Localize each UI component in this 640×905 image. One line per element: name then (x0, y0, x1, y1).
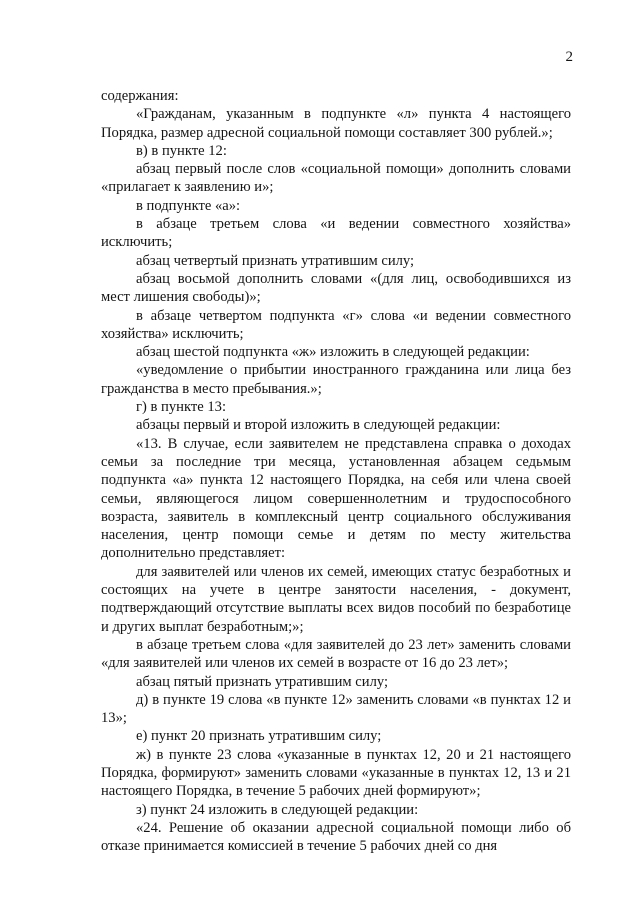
paragraph: д) в пункте 19 слова «в пункте 12» заменить словами «в пунктах 12 и 13»; (101, 691, 571, 727)
paragraph: е) пункт 20 признать утратившим силу; (136, 728, 382, 745)
paragraph: в абзаце четвертом подпункта «г» слова «и ведении совместного хозяйства» исключить; (101, 307, 571, 342)
page-number: 2 (565, 49, 573, 65)
paragraph: «24. Решение об оказании адресной социальной помощи либо об отказе принимается комиссией в течение 5 рабочих дней со дня (101, 819, 571, 855)
paragraph: з) пункт 24 изложить в следующей редакции: (136, 801, 419, 818)
paragraph: «уведомление о прибытии иностранного гражданина или лица без гражданства в место пребывания.»; (101, 362, 571, 397)
paragraph: в) в пункте 12: (136, 142, 227, 159)
paragraph: абзац пятый признать утратившим силу; (136, 673, 389, 690)
document-body (101, 87, 571, 855)
paragraph: «13. В случае, если заявителем не представлена справка о доходах семьи за последние три месяца, установленная абзацем седьмым подпункта «а» пункта 12 настоящего Порядка, на себя или члена своей семьи, являющегося лицом совершеннолетним и трудоспособного возраста, заявитель в комплексный центр социального обслуживания населения, центр помощи семье и детям по месту жительства дополнительно представляет: (101, 435, 571, 562)
paragraph: абзац первый после слов «социальной помощи» дополнить словами «прилагает к заявлению и»; (101, 161, 571, 196)
paragraph: абзац восьмой дополнить словами «(для лиц, освободившихся из мест лишения свободы)»; (101, 270, 571, 306)
paragraph: содержания: (101, 88, 179, 104)
paragraph: абзац четвертый признать утратившим силу; (136, 252, 415, 269)
paragraph: в подпункте «а»: (136, 197, 241, 214)
paragraph: абзацы первый и второй изложить в следующей редакции: (136, 417, 501, 434)
paragraph: «Гражданам, указанным в подпункте «л» пункта 4 настоящего Порядка, размер адресной социальной помощи составляет 300 рублей.»; (101, 106, 571, 141)
paragraph: в абзаце третьем слова «и ведении совместного хозяйства» исключить; (101, 216, 571, 251)
paragraph: для заявителей или членов их семей, имеющих статус безработных и состоящих на учете в центре занятости населения, - документ, подтверждающий отсутствие выплаты всех видов пособий по безработице и других выплат безработным;»; (101, 563, 571, 635)
paragraph: г) в пункте 13: (136, 399, 226, 416)
paragraph: в абзаце третьем слова «для заявителей до 23 лет» заменить словами «для заявителей или членов их семей в возрасте от 16 до 23 лет»; (101, 636, 571, 672)
paragraph: ж) в пункте 23 слова «указанные в пунктах 12, 20 и 21 настоящего Порядка, формируют» заменить словами «указанные в пунктах 12, 13 и 21 настоящего Порядка, в течение 5 рабочих дней формируют»; (101, 746, 571, 800)
paragraph: абзац шестой подпункта «ж» изложить в следующей редакции: (136, 344, 530, 361)
